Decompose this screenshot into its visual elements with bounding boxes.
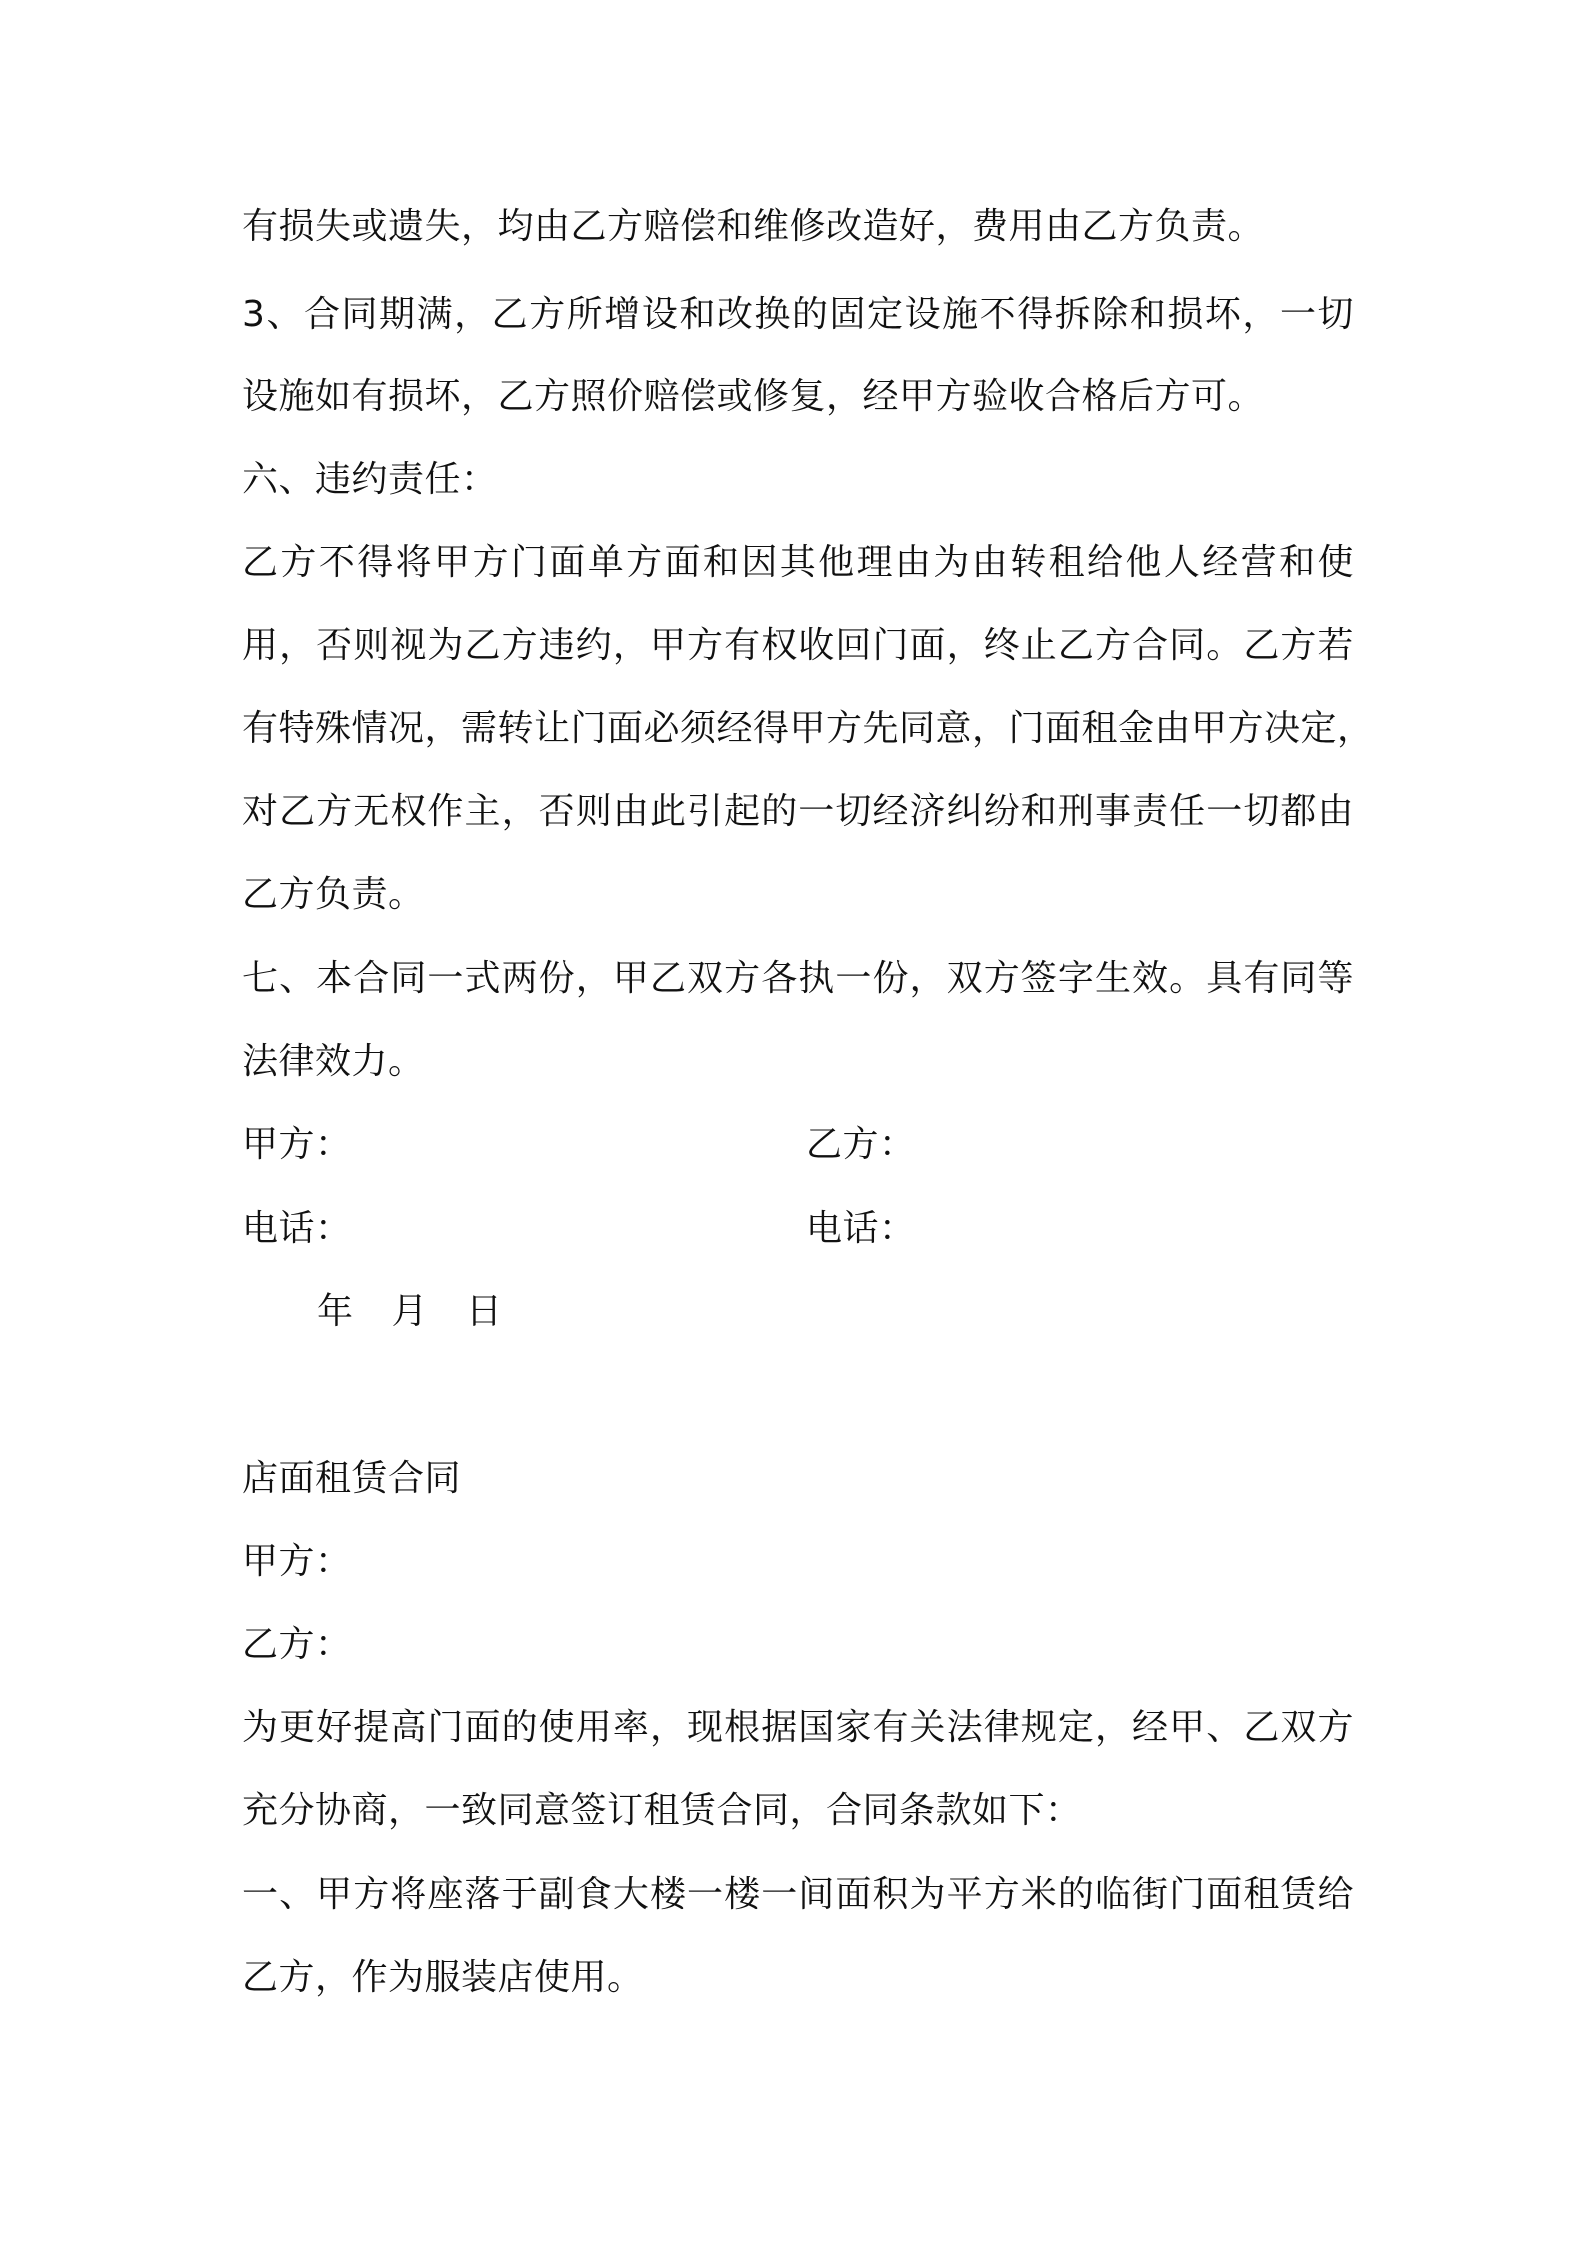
paragraph-line: 一、甲方将座落于副食大楼一楼一间面积为平方米的临街门面租赁给 (242, 1874, 1354, 1915)
section-heading: 六、违约责任： (242, 459, 498, 500)
paragraph-line: 对乙方无权作主，否则由此引起的一切经济纠纷和刑事责任一切都由 (242, 791, 1354, 832)
paragraph-line: 乙方不得将甲方门面单方面和因其他理由为由转租给他人经营和使 (242, 542, 1354, 583)
paragraph-line: 有损失或遗失，均由乙方赔偿和维修改造好，费用由乙方负责。 (242, 206, 1265, 247)
signature-date (317, 1290, 503, 1334)
paragraph-line: 充分协商，一致同意签订租赁合同，合同条款如下： (242, 1790, 1082, 1831)
paragraph-line: 为更好提高门面的使用率，现根据国家有关法律规定，经甲、乙双方 (242, 1707, 1354, 1748)
date-day: 日 (466, 1291, 503, 1332)
paragraph-line: 乙方，作为服装店使用。 (242, 1957, 644, 1998)
party-b-phone-label: 电话： (806, 1208, 916, 1249)
party-a-label: 甲方： (242, 1541, 352, 1582)
paragraph-line: 有特殊情况，需转让门面必须经得甲方先同意，门面租金由甲方决定， (242, 708, 1374, 749)
paragraph-line: 用，否则视为乙方违约，甲方有权收回门面，终止乙方合同。乙方若 (242, 625, 1354, 666)
party-a-phone-label: 电话： (242, 1208, 352, 1249)
party-b-label: 乙方： (242, 1624, 352, 1665)
date-month: 月 (391, 1291, 429, 1332)
party-b-signature-label: 乙方： (806, 1124, 916, 1165)
paragraph-line: 法律效力。 (242, 1041, 425, 1082)
paragraph-line: 设施如有损坏，乙方照价赔偿或修复，经甲方验收合格后方可。 (242, 376, 1265, 417)
contract-title: 店面租赁合同 (242, 1458, 462, 1499)
paragraph-line: 七、本合同一式两份，甲乙双方各执一份，双方签字生效。具有同等 (242, 958, 1354, 999)
party-a-signature-label: 甲方： (242, 1124, 352, 1165)
paragraph-line: 3、合同期满，乙方所增设和改换的固定设施不得拆除和损坏，一切 (242, 294, 1354, 335)
paragraph-line: 乙方负责。 (242, 874, 425, 915)
date-year: 年 (317, 1291, 354, 1332)
